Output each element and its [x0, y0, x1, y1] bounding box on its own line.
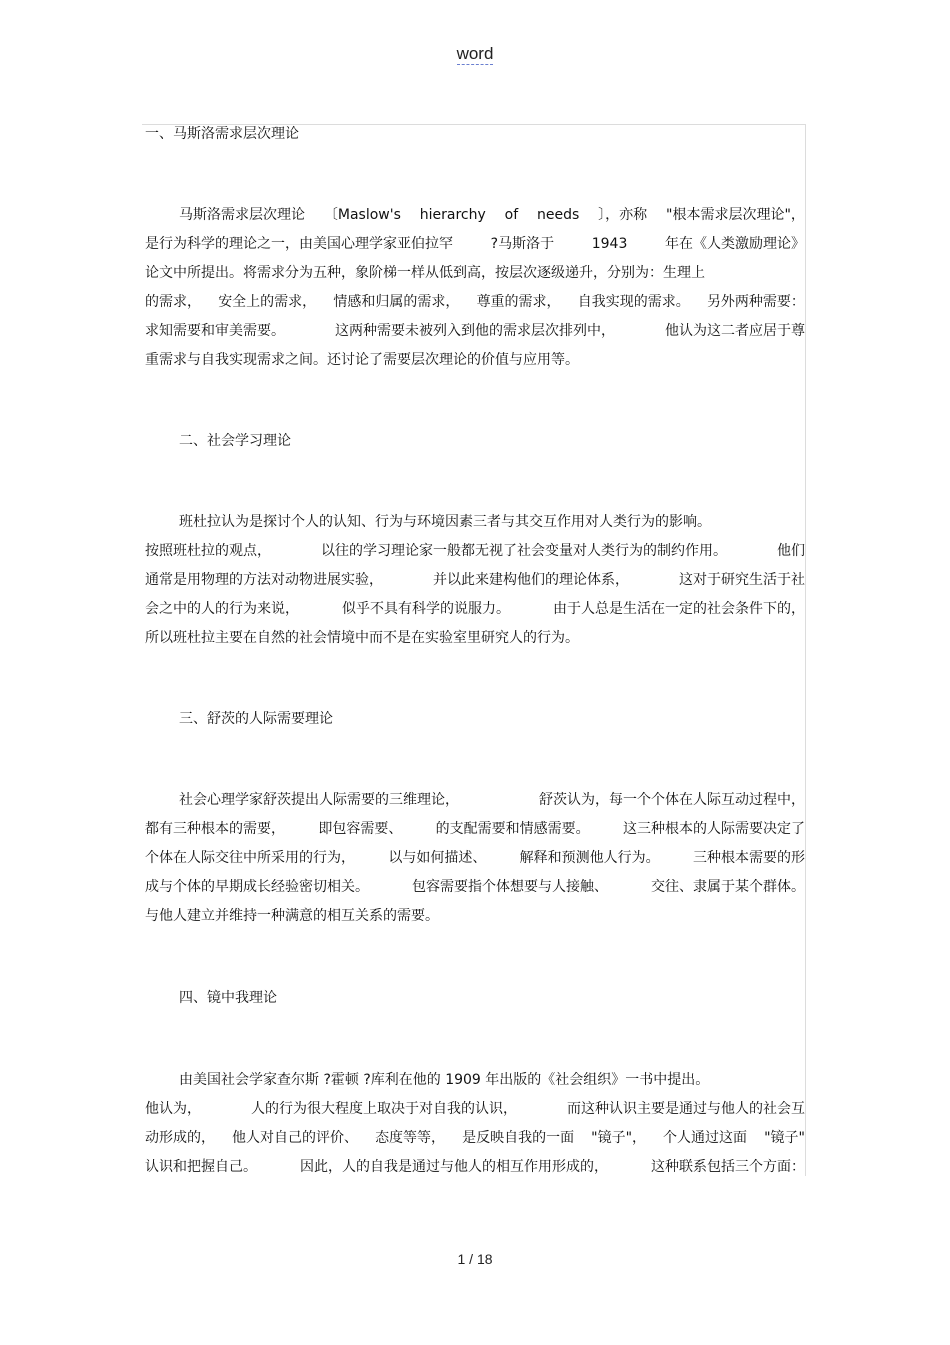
paragraph-line	[145, 1095, 805, 1124]
paragraph-line	[145, 815, 805, 844]
line-chunk: 他认为，	[145, 1101, 201, 1117]
line-chunk: 这种联系包括三个方面：	[651, 1159, 805, 1175]
line-chunk: ?马斯洛于	[490, 236, 555, 252]
line-chunk: 交往、隶属于某个群体。	[651, 879, 805, 895]
line-text: 所以班杜拉主要在自然的社会情境中而不是在实验室里研究人的行为。	[145, 630, 579, 646]
line-chunk: 〕，亦称	[598, 207, 648, 223]
paragraph-line	[145, 1066, 805, 1095]
paragraph-line	[145, 624, 805, 653]
paragraph-line	[145, 288, 805, 317]
paragraph-line	[145, 844, 805, 873]
line-chunk: 他人对自己的评价、	[232, 1130, 359, 1146]
line-chunk: 人的行为很大程度上取决于对自我的认识，	[251, 1101, 517, 1117]
line-text: 班杜拉认为是探讨个人的认知、行为与环境因素三者与其交互作用对人类行为的影响。	[179, 514, 711, 530]
line-chunk: 〔Maslow's	[323, 207, 401, 223]
line-chunk: 因此，人的自我是通过与他人的相互作用形成的，	[300, 1159, 608, 1175]
section-heading: 二、社会学习理论	[179, 433, 291, 449]
line-chunk: 而这种认识主要是通过与他人的社会互	[567, 1101, 805, 1117]
section-heading: 一、马斯洛需求层次理论	[145, 126, 299, 142]
section-heading: 三、舒茨的人际需要理论	[179, 711, 333, 727]
section-paragraph	[145, 1066, 805, 1182]
paragraph-line	[145, 259, 805, 288]
paragraph-line	[145, 508, 805, 537]
line-chunk: 认识和把握自己。	[145, 1159, 257, 1175]
line-text: 论文中所提出。将需求分为五种，象阶梯一样从低到高，按层次逐级递升，分别为：生理上	[145, 265, 705, 281]
line-chunk: 年在《人类激励理论》	[665, 236, 805, 252]
section-paragraph	[145, 786, 805, 931]
line-chunk: "根本需求层次理论"，	[666, 207, 805, 223]
line-chunk: 的支配需要和情感需要。	[435, 821, 590, 837]
line-chunk: 安全上的需求，	[218, 294, 317, 310]
line-chunk: 按照班杜拉的观点，	[145, 543, 271, 559]
paragraph-line	[145, 1124, 805, 1153]
line-chunk: 解释和预测他人行为。	[519, 850, 660, 866]
paragraph-line	[145, 902, 805, 931]
line-text: 与他人建立并维持一种满意的相互关系的需要。	[145, 908, 439, 924]
line-chunk: 会之中的人的行为来说，	[145, 601, 299, 617]
line-chunk: 另外两种需要：	[706, 294, 805, 310]
line-chunk: 1943	[591, 236, 628, 252]
section-paragraph	[145, 508, 805, 653]
line-chunk: of	[504, 207, 519, 223]
paragraph-line	[145, 230, 805, 259]
line-chunk: 尊重的需求，	[476, 294, 561, 310]
line-chunk: 是行为科学的理论之一，由美国心理学家亚伯拉罕	[145, 236, 453, 252]
line-chunk: "镜子"，	[591, 1130, 647, 1146]
line-chunk: "镜子"	[764, 1130, 805, 1146]
section-paragraph	[145, 201, 805, 375]
line-chunk: 是反映自我的一面	[462, 1130, 575, 1146]
line-chunk: 包容需要指个体想要与人接触、	[412, 879, 608, 895]
line-chunk: 并以此来建构他们的理论体系，	[433, 572, 629, 588]
line-text: 由美国社会学家查尔斯 ?霍顿 ?库利在他的 1909 年出版的《社会组织》一书中提出。	[179, 1072, 710, 1088]
line-chunk: 这两种需要未被列入到他的需求层次排列中，	[335, 323, 615, 339]
document-header	[0, 44, 950, 64]
paragraph-line	[145, 595, 805, 624]
line-text: 重需求与自我实现需求之间。还讨论了需要层次理论的价值与应用等。	[145, 352, 579, 368]
paragraph-line	[145, 317, 805, 346]
line-chunk: 动形成的，	[145, 1130, 215, 1146]
line-chunk: 个人通过这面	[663, 1130, 748, 1146]
paragraph-line	[145, 201, 805, 230]
line-chunk: 都有三种根本的需要，	[145, 821, 285, 837]
paragraph-line	[145, 786, 805, 815]
line-chunk: needs	[537, 207, 580, 223]
paragraph-line	[145, 566, 805, 595]
line-chunk: 这三种根本的人际需要决定了	[622, 821, 805, 837]
section-heading: 四、镜中我理论	[179, 990, 277, 1006]
line-chunk: 情感和归属的需求，	[333, 294, 460, 310]
paragraph-line	[145, 1153, 805, 1182]
line-chunk: 由于人总是生活在一定的社会条件下的，	[553, 601, 805, 617]
line-chunk: 的需求，	[145, 294, 201, 310]
line-chunk: 马斯洛需求层次理论	[179, 207, 305, 223]
line-chunk: 这对于研究生活于社	[679, 572, 805, 588]
line-chunk: 他们	[777, 543, 805, 559]
line-chunk: 求知需要和审美需要。	[145, 323, 285, 339]
line-chunk: 态度等等，	[375, 1130, 446, 1146]
line-chunk: 他认为这二者应居于尊	[665, 323, 805, 339]
line-chunk: 以与如何描述、	[388, 850, 487, 866]
header-label: word	[456, 44, 494, 63]
line-chunk: 即包容需要、	[318, 821, 403, 837]
line-chunk: 成与个体的早期成长经验密切相关。	[145, 879, 369, 895]
paragraph-line	[145, 346, 805, 375]
paragraph-line	[145, 537, 805, 566]
line-chunk: 似乎不具有科学的说服力。	[342, 601, 510, 617]
line-chunk: 三种根本需要的形	[692, 850, 805, 866]
paragraph-line	[145, 873, 805, 902]
line-chunk: 舒茨认为，每一个个体在人际互动过程中，	[539, 792, 805, 808]
page-indicator: 1 / 18	[457, 1251, 493, 1267]
line-chunk: 自我实现的需求。	[577, 294, 690, 310]
line-chunk: 通常是用物理的方法对动物进展实验，	[145, 572, 383, 588]
line-chunk: 以往的学习理论家一般都无视了社会变量对人类行为的制约作用。	[321, 543, 727, 559]
line-chunk: hierarchy	[419, 207, 486, 223]
line-chunk: 个体在人际交往中所采用的行为，	[145, 850, 355, 866]
line-chunk: 社会心理学家舒茨提出人际需要的三维理论，	[179, 792, 459, 808]
